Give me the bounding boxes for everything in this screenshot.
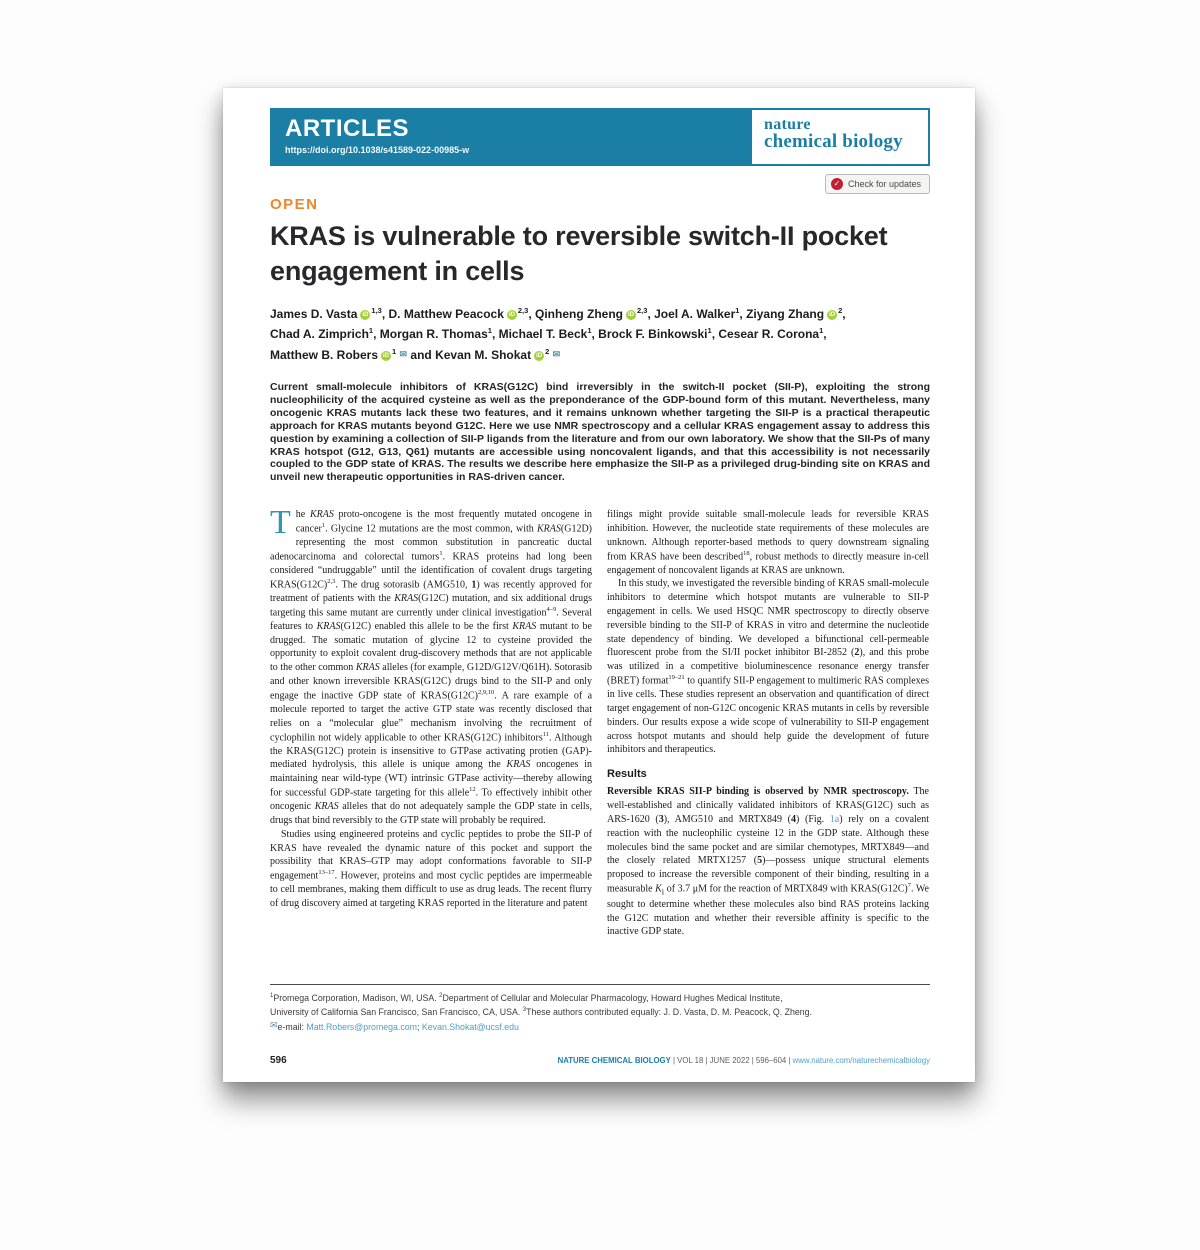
body-paragraph: The KRAS proto-oncogene is the most frequently mutated oncogene in cancer$^1$. Glycine 12 mutations are the most common, with KRAS(G12D) representing the most common substitution in pancreatic ductal adenocarcinoma and colorectal tumors$^1$. KRAS proteins had long been considered “undruggable” until the identification of covalent drugs targeting $KRAS(G12C)^{2,3}$. The drug sotorasib (AMG510, 1) was recently approved for treatment of patients with the KRAS(G12C) mutation, and six additional drugs targeting this same mutant are currently under clinical investigation$^{4-9}$. Several features to KRAS(G12C) enabled this allele to be the first KRAS mutant to be drugged. The somatic mutation of glycine 12 to cysteine provided the opportunity to exploit covalent drug-discovery methods that are not applicable to the other common KRAS alleles (for example, G12D/G12V/Q61H). Sotorasib and other known irreversible KRAS(G12C) drugs bind to the SII-P and only engage the inactive GDP state of $KRAS(G12C)^{2,9,10}$. A rare example of a molecule reported to target the active GTP state was recently disclosed that relies on a “molecular glue” mechanism involving the recruitment of cyclophilin not widely applicable to other KRAS(G12C) inhibitors$^{11}$. Although the KRAS(G12C) protein is insensitive to GTPase activating protien (GAP)-mediated hydrolysis, this allele is unique among the KRAS oncogenes in maintaining near wild-type (WT) intrinsic GTPase activity—thereby allowing for successful GDP-state targeting for this allele$^{12}$. To effectively inhibit other oncogenic KRAS alleles that do not adequately sample the GDP state in cells, drugs that bind reversibly to the GTP state will probably be required.: [270, 504, 593, 826]
affiliations: $^1$Promega Corporation, Madison, WI, USA. $^2$Department of Cellular and Molecular Pharmacology, Howard Hughes Medical Institute, University of California San Francisco, San Francisco, CA, USA. $^3$These authors contributed equally: J. D. Vasta, D. M. Peacock, Q. Zheng. ✉e-mail: Matt.Robers@promega.com; Kevan.Shokat@ucsf.edu: [270, 993, 812, 1033]
article-page: [223, 88, 975, 1082]
footnote-block: [270, 984, 930, 1066]
left-column: [270, 504, 593, 939]
body-paragraph: filings might provide suitable small-molecule leads for reversible KRAS inhibition. However, the nucleotide state requirements of these molecules are unknown. Although reporter-based methods to query downstream signaling from KRAS have been described$^{18}$, robust methods to directly measure in-cell engagement of noncovalent ligands at KRAS are unknown.: [607, 509, 929, 576]
email-link-robers[interactable]: Matt.Robers@promega.com: [306, 1022, 418, 1033]
footnote-rule: [270, 984, 930, 985]
body-paragraph: In this study, we investigated the reversible binding of KRAS small-molecule inhibitors to determine which hotspot mutants are vulnerable to SII-P engagement in cells. We used HSQC NMR spectroscopy to directly observe reversible binding to the SII-P of KRAS in vitro and determine the nucleotide state dependency of binding. We developed a bifunctional cell-permeable fluorescent probe from the SI/II pocket inhibitor BI-2852 (2), and this probe was utilized in a competitive bioluminescence resonance energy transfer (BRET) format$^{19-21}$ to quantify SII-P engagement to multimeric RAS complexes in live cells. These studies represent an observation and quantification of direct target engagement of non-G12C oncogenic KRAS mutants in cells by reversible binders. Our results expose a wide scope of vulnerability to SII-P engagement across hotspot mutants and should help guide the development of future inhibitors and therapeutics.: [607, 578, 930, 756]
orcid-icon[interactable]: iD: [829, 312, 836, 319]
articles-banner: [270, 108, 750, 166]
check-for-updates-button[interactable]: [825, 174, 930, 194]
open-access-label: OPEN: [270, 196, 319, 213]
abstract: Current small-molecule inhibitors of KRAS(G12C) bind irreversibly in the switch-II pocket (SII-P), exploiting the strong nucleophilicity of the acquired cysteine as well as the preponderance of the GDP-bound form of this mutant. Nevertheless, many oncogenic KRAS mutants lack these two features, and it remains unknown whether targeting the SII-P is a practical therapeutic approach for KRAS mutants beyond G12C. Here we use NMR spectroscopy and a cellular KRAS engagement assay to address this question by examining a collection of SII-P ligands from the literature and from our own laboratory. We show that the SII-Ps of many KRAS hotspot (G12, G13, Q61) mutants are accessible using noncovalent ligands, and that this accessibility is not necessarily coupled to the GDP state of KRAS. The results we describe here emphasize the SII-P as a privileged drug-binding site on KRAS and unveil new therapeutic opportunities in RAS-driven cancer.: [270, 381, 930, 484]
results-paragraph: Reversible KRAS SII-P binding is observed by NMR spectroscopy. The well-established and clinically validated inhibitors of KRAS(G12C) such as ARS-1620 (3), AMG510 and MRTX849 (4) (Fig. 1a) rely on a covalent reaction with the nucleophilic cysteine 12 in the GDP state. Although these molecules bind the same pocket and are similar chemotypes, MRTX849—and the closely related MRTX1257 (5)—possess unique structural elements proposed to increase the reversible component of their binding, resulting in a measurable $K_i$ of 3.7 μM for the reaction of MRTX849 with $KRAS(G12C)^7$. We sought to determine whether these molecules also bind RAS proteins lacking the G12C mutation and whether their reversible affinity is specific to the inactive GDP state.: [607, 786, 929, 938]
page-footer: [270, 1055, 930, 1066]
orcid-icon[interactable]: iD: [508, 312, 515, 319]
email-link-shokat[interactable]: Kevan.Shokat@ucsf.edu: [421, 1022, 519, 1033]
journal-citation-line: [558, 1056, 930, 1065]
email-icon: ✉: [552, 348, 561, 359]
journal-logo-line1: nature: [764, 116, 811, 133]
orcid-icon[interactable]: iD: [628, 312, 634, 319]
body-paragraph: Studies using engineered proteins and cyclic peptides to probe the SII-P of KRAS have revealed the dynamic nature of this pocket and support the possibility that KRAS–GTP may adopt conformations favorable to SII-P engagement$^{13-17}$. However, proteins and most cyclic peptides are impermeable to cell membranes, making them difficult to use as drug leads. The recent flurry of drug discovery aimed at targeting KRAS reported in the literature and patent: [270, 828, 592, 910]
doi-link[interactable]: https://doi.org/10.1038/s41589-022-00985-w: [285, 145, 470, 156]
journal-logo: [750, 108, 930, 166]
email-icon: ✉: [270, 1020, 278, 1031]
section-label: ARTICLES: [285, 115, 409, 142]
results-heading: Results: [607, 768, 647, 781]
check-for-updates-row: [270, 174, 930, 194]
author-list: James D. Vasta iD $^{1,3}$, D. Matthew Peacock iD $^{2,3}$, Qinheng Zheng iD $^{2,3}$, Joel A. Walker$^1$, Ziyang Zhang iD $^2$, Chad A. Zimprich$^1$, Morgan R. Thomas$^1$, Michael T. Beck$^1$, Brock F. Binkowski$^1$, Cesear R. Corona$^1$, Matthew B. Robers iD $^1$ ✉ and Kevan M. Shokat iD $^2$ ✉: [270, 306, 846, 362]
crossmark-icon: ✓: [831, 178, 843, 190]
orcid-icon[interactable]: iD: [362, 312, 369, 319]
figure-1a-link[interactable]: 1a: [829, 813, 840, 825]
page-number: 596: [270, 1055, 287, 1066]
journal-header-banner: [270, 108, 930, 166]
journal-logo-line2: chemical biology: [764, 131, 903, 153]
check-for-updates-label: Check for updates: [847, 179, 921, 189]
orcid-icon[interactable]: iD: [383, 352, 390, 359]
email-icon: ✉: [399, 348, 408, 359]
right-column: [607, 508, 929, 939]
article-title: KRAS is vulnerable to reversible switch-II pocket engagement in cells: [270, 221, 888, 286]
journal-name: NATURE CHEMICAL BIOLOGY: [557, 1056, 671, 1065]
journal-website-link[interactable]: www.nature.com/naturechemicalbiology: [792, 1056, 930, 1065]
issue-info: | VOL 18 | JUNE 2022 | 596–604 |: [670, 1056, 793, 1065]
orcid-icon[interactable]: iD: [536, 352, 543, 359]
body-columns: [270, 504, 930, 939]
